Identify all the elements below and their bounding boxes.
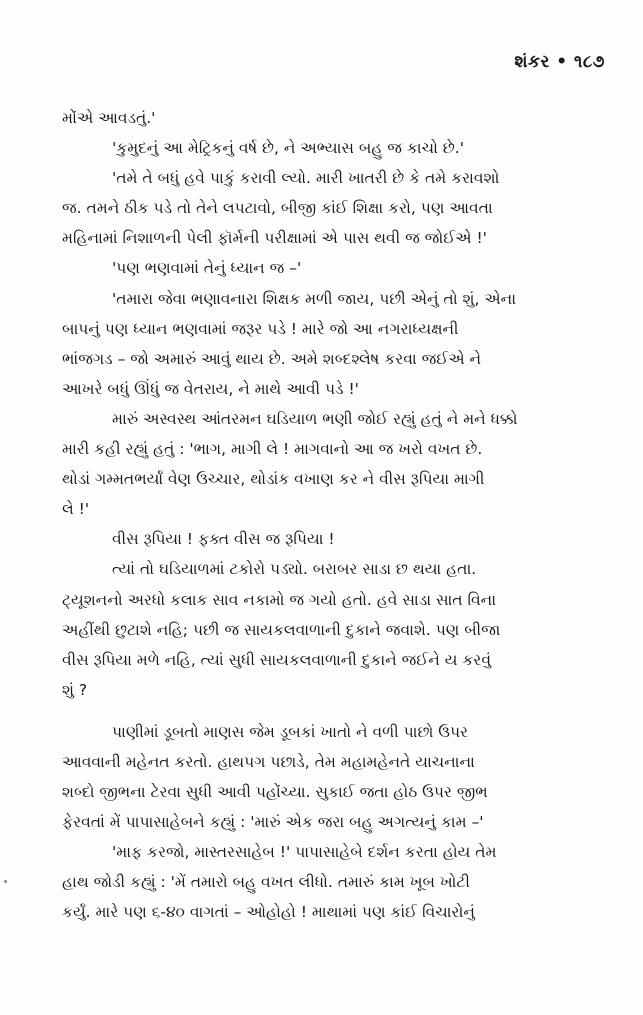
- text-line: પાણીમાં ડૂબતો માણસ જેમ ડૂબકાં ખાતો ને વળી પાછો ઉપર: [112, 722, 469, 741]
- text-line: અહીંથી છુટાશે નહિ; પછી જ સાયકલવાળાની દુકાને જવાશે. પણ બીજા: [62, 620, 501, 639]
- text-line: જ. તમને ઠીક પડે તો તેને લપટાવો, બીજી કાંઈ શિક્ષા કરો, પણ આવતા: [62, 199, 493, 218]
- text-line: લે !': [62, 500, 90, 519]
- paragraph: [62, 133, 607, 163]
- text-line: શું ?: [62, 680, 88, 699]
- text-line: આવવાની મહેનત કરતો. હાથપગ પછાડે, તેમ મહામહેનતે યાચનાના: [62, 752, 475, 771]
- text-line: 'પણ ભણવામાં તેનું ધ્યાન જ –': [112, 259, 302, 278]
- text-line: 'કુમુદનું આ મેટ્રિકનું વર્ષ છે, ને અભ્યાસ બહુ જ કાચો છે.': [112, 139, 464, 158]
- text-line: મારું અસ્વસ્થ આંતરમન ઘડિયાળ ભણી જોઈ રહ્યું હતું ને મને ધક્કો: [112, 409, 518, 428]
- text-line: બાપનું પણ ધ્યાન ભણવામાં જરૂર પડે ! મારે જો આ નગરાધ્યક્ષની: [62, 319, 459, 338]
- text-line: મારી કહી રહ્યું હતું : 'ભાગ, માગી લે ! માગવાનો આ જ ખરો વખત છે.: [62, 440, 483, 459]
- paragraph: [62, 253, 607, 283]
- text-line: મોંએ આવડતું.': [62, 109, 156, 127]
- text-line: ફેરવતાં મેં પાપાસાહેબને કહ્યું : 'મારું એક જરા બહુ અગત્યનું કામ –': [62, 813, 484, 832]
- text-line: મહિનામાં નિશાળની પેલી ફૉર્મની પરીક્ષામાં એ પાસ થવી જ જોઈએ !': [62, 229, 487, 248]
- text-line: ત્યાં તો ઘડિયાળમાં ટકોરો પડ્યો. બરાબર સાડા છ થયા હતા.: [112, 560, 477, 579]
- paragraph: [62, 163, 607, 253]
- page-body: [62, 103, 607, 928]
- paragraph: [62, 554, 607, 704]
- paragraph: [62, 103, 607, 133]
- paragraph: [62, 717, 607, 837]
- paragraph: [62, 837, 607, 927]
- text-line: 'તમે તે બધું હવે પાકું કરાવી લ્યો. મારી ખાતરી છે કે તમે કરાવશો: [112, 169, 500, 188]
- text-line: હાથ જોડી કહ્યું : 'મેં તમારો બહુ વખત લીધો. તમારું કામ ખૂબ ખોટી: [62, 873, 470, 892]
- text-line: આખરે બધું ઊંધું જ વેતરાય, ને માથે આવી પડે !': [62, 379, 359, 398]
- text-line: 'માફ કરજો, માસ્તરસાહેબ !' પાપાસાહેબે દર્શન કરતા હોય તેમ: [112, 843, 497, 862]
- text-line: કર્યું. મારે પણ ૬-૪૦ વાગતાં – ઓહોહો ! માથામાં પણ કાંઈ વિચારોનું: [62, 903, 475, 922]
- text-line: થોડાં ગમ્મતભર્યાં વેણ ઉચ્ચાર, થોડાંક વખાણ કર ને વીસ રૂપિયા માગી: [62, 470, 485, 489]
- text-line: ટ્યૂશનનો અરધો કલાક સાવ નકામો જ ગયો હતો. હવે સાડા સાત વિના: [62, 590, 497, 609]
- running-head: શંકર • ૧૮૭: [514, 52, 605, 72]
- text-line: 'તમારા જેવા ભણાવનારા શિક્ષક મળી જાય, પછી એનું તો શું, એના: [112, 289, 516, 308]
- paragraph: [62, 404, 607, 524]
- paragraph: [62, 524, 607, 554]
- text-line: વીસ રૂપિયા ! ફક્ત વીસ જ રૂપિયા !: [112, 530, 335, 549]
- text-line: શબ્દો જીભના ટેરવા સુધી આવી પહોંચ્યા. સુકાઈ જતા હોઠ ઉપર જીભ: [62, 783, 488, 802]
- text-line: ભાંજગડ – જો અમારું આવું થાય છે. અમે શબ્દશ્લેષ કરવા જઈએ ને: [62, 349, 482, 368]
- scan-speck: [4, 880, 7, 883]
- text-line: વીસ રૂપિયા મળે નહિ, ત્યાં સુધી સાયકલવાળાની દુકાને જઈને ય કરવું: [62, 650, 491, 669]
- paragraph: [62, 284, 607, 404]
